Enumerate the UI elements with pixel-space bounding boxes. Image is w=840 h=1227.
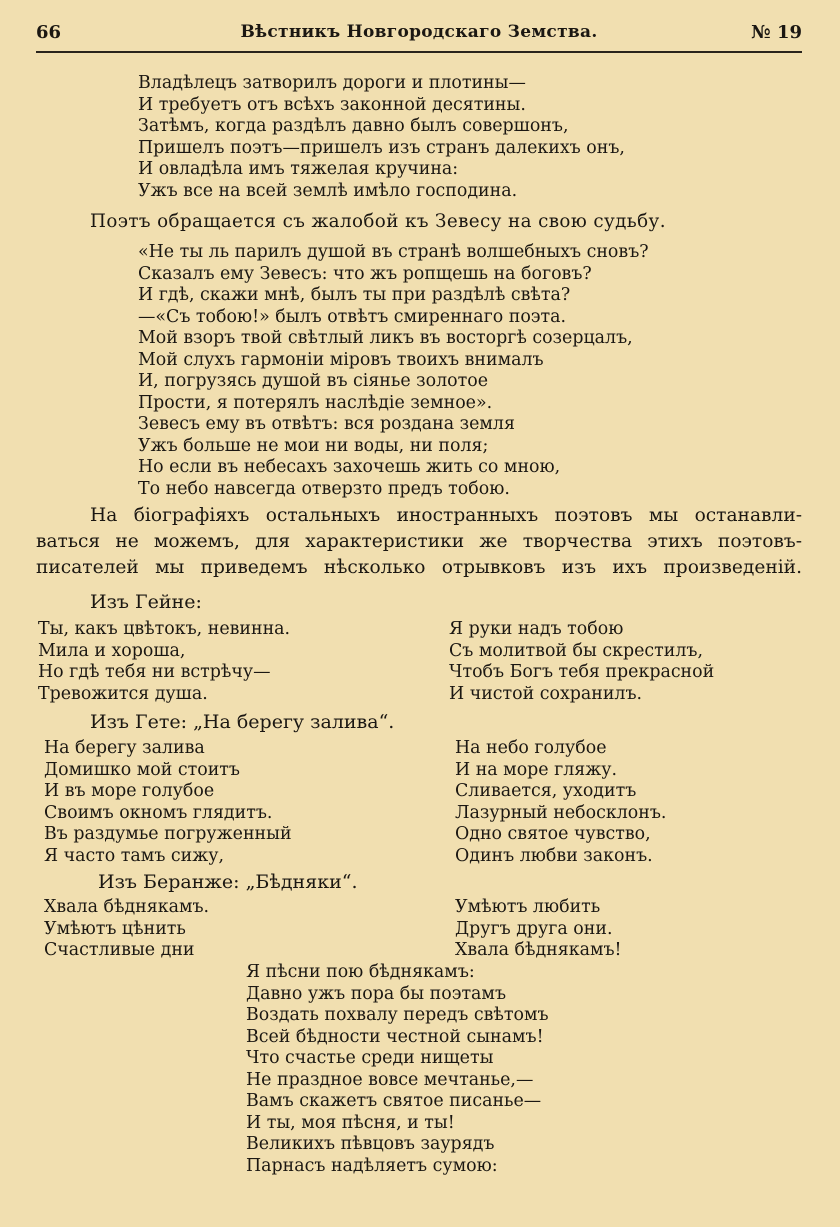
verse-line: Сливается, уходитъ <box>455 781 637 801</box>
goethe-left-column <box>44 738 292 867</box>
verse-line: Я пѣсни пою бѣднякамъ: <box>246 962 475 982</box>
verse-line: Всей бѣдности честной сынамъ! <box>246 1026 544 1047</box>
verse-line: Мила и хороша, <box>38 640 186 661</box>
verse-line: Домишко мой стоитъ <box>44 759 240 780</box>
verse-line: Но гдѣ тебя ни встрѣчу— <box>38 662 271 682</box>
verse-line: Пришелъ поэтъ—пришелъ изъ странъ далекихъ онъ, <box>138 137 625 158</box>
prose-line: писателей мы приведемъ нѣсколько отрывковъ изъ ихъ произведеній. <box>36 557 802 578</box>
verse-line: Ты, какъ цвѣтокъ, невинна. <box>38 619 291 639</box>
verse-line: Давно ужъ пора бы поэтамъ <box>246 983 507 1004</box>
verse-line: Парнасъ надѣляетъ сумою: <box>246 1155 498 1176</box>
prose-line: ваться не можемъ, для характеристики же творчества этихъ поэтовъ- <box>36 531 802 552</box>
verse-line: Но если въ небесахъ захочешь жить со мною, <box>138 457 561 477</box>
verse-line: И требуетъ отъ всѣхъ законной десятины. <box>138 94 526 115</box>
verse-line: Хвала бѣднякамъ! <box>455 940 622 960</box>
verse-line: Умѣютъ любить <box>455 897 601 917</box>
verse-line: Что счастье среди нищеты <box>246 1048 494 1068</box>
verse-line: То небо навсегда отверзто предъ тобою. <box>138 478 510 499</box>
verse-line: Ужъ все на всей землѣ имѣло господина. <box>138 180 518 201</box>
verse-line: Своимъ окномъ глядитъ. <box>44 802 273 823</box>
verse-line: —«Съ тобою!» былъ отвѣтъ смиреннаго поэта. <box>138 306 567 327</box>
verse-line: И овладѣла имъ тяжелая кручина: <box>138 159 459 179</box>
verse-line: Зевесъ ему въ отвѣтъ: вся роздана земля <box>138 414 515 434</box>
verse-line: Великихъ пѣвцовъ заурядъ <box>246 1134 495 1154</box>
verse-line: И, погрузясь душой въ сіянье золотое <box>138 371 489 391</box>
verse-line: Чтобъ Богъ тебя прекрасной <box>449 662 715 682</box>
verse-line: И гдѣ, скажи мнѣ, былъ ты при раздѣлѣ свѣта? <box>138 285 571 305</box>
heading-beranger: Изъ Беранже: „Бѣдняки“. <box>98 871 358 893</box>
verse-line: Затѣмъ, когда раздѣлъ давно былъ совершонъ, <box>138 116 569 136</box>
verse-line: Въ раздумье погруженный <box>44 824 292 844</box>
beranger-left-column <box>44 897 209 962</box>
verse-line: Воздать похвалу передъ свѣтомъ <box>246 1005 549 1025</box>
verse-line: Я руки надъ тобою <box>449 619 624 639</box>
journal-title: Вѣстникъ Новгородскаго Земства. <box>240 22 598 42</box>
verse-line: Не праздное вовсе мечтанье,— <box>246 1069 534 1090</box>
verse-line: Счастливые дни <box>44 940 195 960</box>
page-number: 66 <box>36 22 62 43</box>
verse-line: Хвала бѣднякамъ. <box>44 897 210 917</box>
verse-line: И въ море голубое <box>44 781 215 801</box>
verse-line: Одинъ любви законъ. <box>455 845 653 866</box>
verse-line: Тревожится душа. <box>38 683 208 704</box>
beranger-right-column <box>455 897 622 962</box>
goethe-right-column <box>455 738 666 867</box>
poem-schiller-part2 <box>138 242 649 500</box>
verse-line: Мой слухъ гармоніи міровъ твоихъ внималъ <box>138 349 544 370</box>
verse-line: Вамъ скажетъ святое писанье— <box>246 1091 542 1111</box>
heading-heine: Изъ Гейне: <box>90 591 202 613</box>
prose-paragraph <box>36 503 802 581</box>
verse-line: Владѣлецъ затворилъ дороги и плотины— <box>138 73 526 93</box>
verse-line: На небо голубое <box>455 738 607 758</box>
verse-line: И на море гляжу. <box>455 759 618 780</box>
verse-line: Ужъ больше не мои ни воды, ни поля; <box>138 435 489 456</box>
verse-line: Умѣютъ цѣнить <box>44 918 186 939</box>
verse-line: Съ молитвой бы скрестилъ, <box>449 640 703 661</box>
heading-goethe: Изъ Гете: „На берегу залива“. <box>90 711 395 733</box>
verse-line: Лазурный небосклонъ. <box>455 802 667 823</box>
poem-schiller-part1 <box>138 73 625 202</box>
narration-line: Поэтъ обращается съ жалобой къ Зевесу на свою судьбу. <box>90 211 666 232</box>
verse-line: Сказалъ ему Зевесъ: что жъ ропщешь на боговъ? <box>138 263 592 284</box>
verse-line: Прости, я потерялъ наслѣдіе земное». <box>138 392 493 413</box>
prose-line: На біографіяхъ остальныхъ иностранныхъ поэтовъ мы останавли- <box>90 505 802 526</box>
header-rule <box>36 51 802 53</box>
verse-line: Я часто тамъ сижу, <box>44 845 224 866</box>
issue-number: № 19 <box>751 22 802 43</box>
verse-line: На берегу залива <box>44 738 205 758</box>
heine-right-column <box>449 619 714 705</box>
running-header <box>36 22 802 50</box>
verse-line: И чистой сохранилъ. <box>449 683 643 704</box>
heine-left-column <box>38 619 290 705</box>
beranger-center-column <box>246 962 549 1177</box>
verse-line: Мой взоръ твой свѣтлый ликъ въ восторгѣ созерцалъ, <box>138 328 633 348</box>
verse-line: И ты, моя пѣсня, и ты! <box>246 1112 455 1133</box>
verse-line: «Не ты ль парилъ душой въ странѣ волшебныхъ сновъ? <box>138 242 649 262</box>
verse-line: Другъ друга они. <box>455 918 613 939</box>
verse-line: Одно святое чувство, <box>455 824 651 844</box>
